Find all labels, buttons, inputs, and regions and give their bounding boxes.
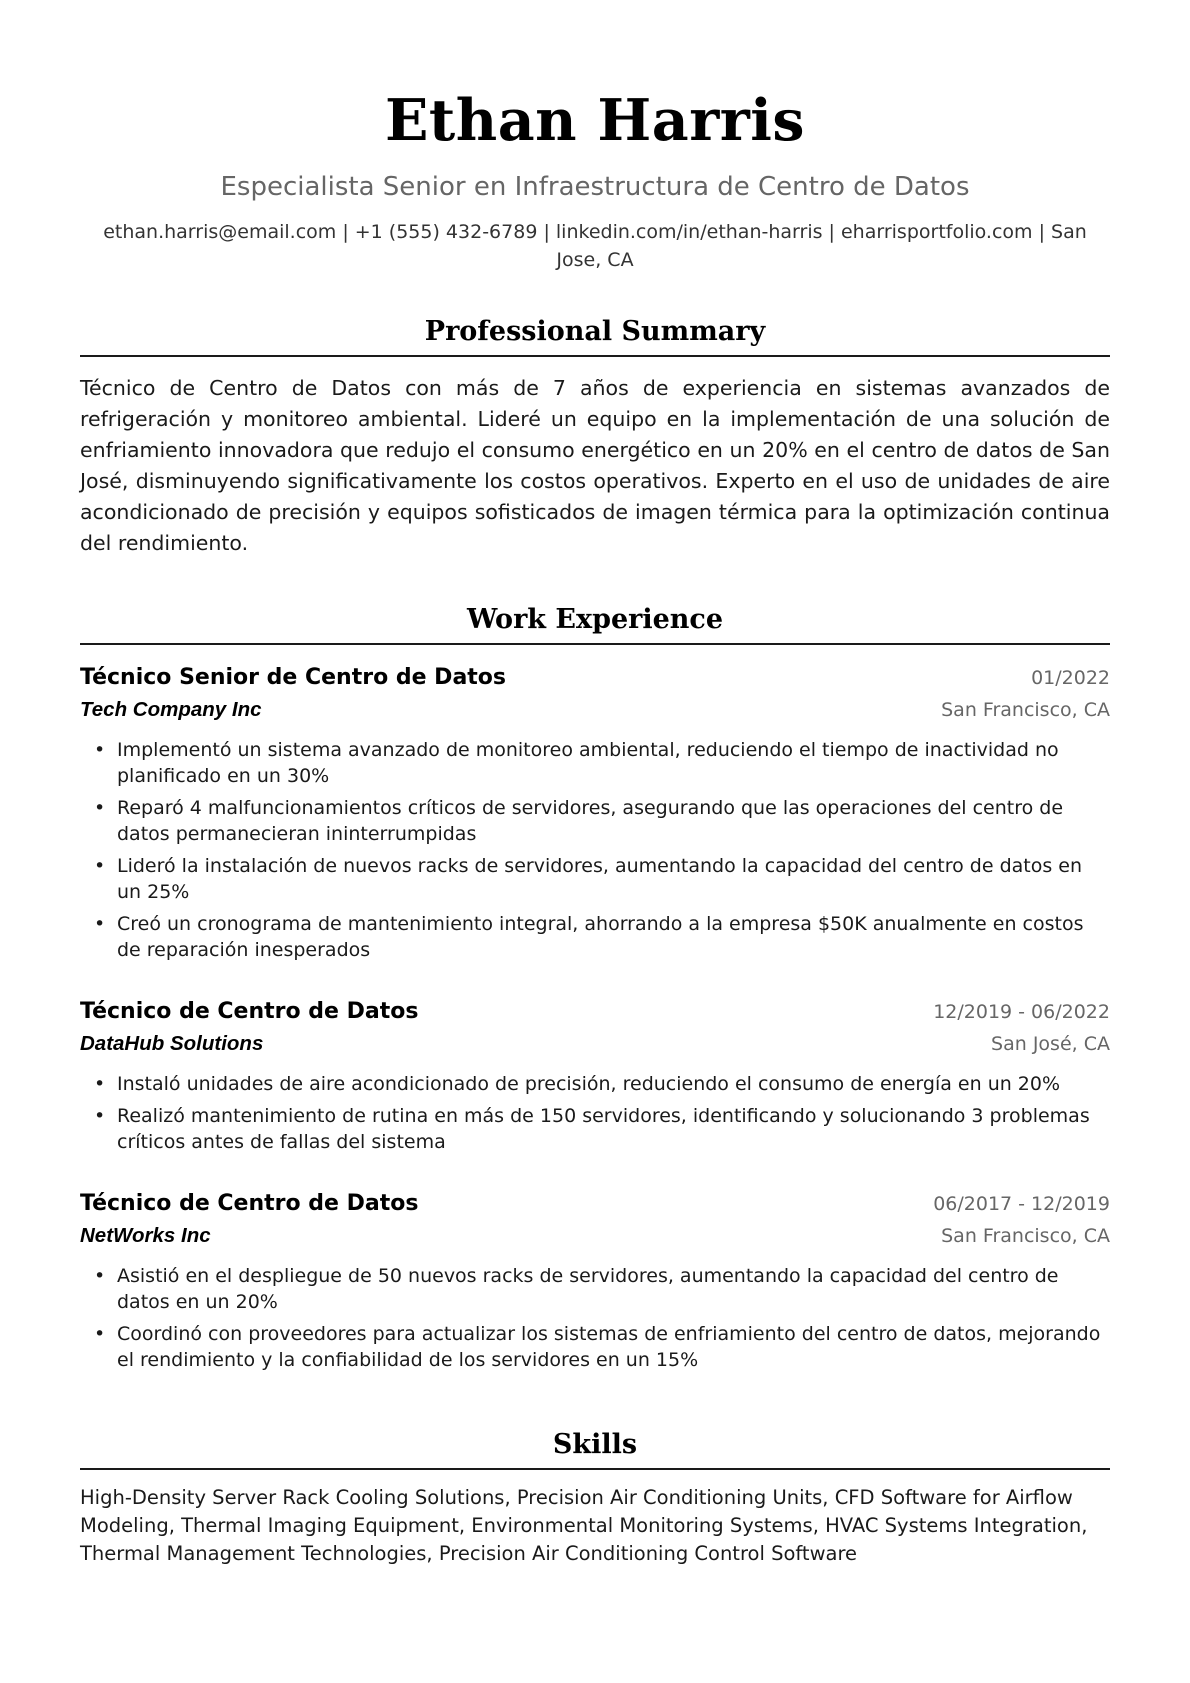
summary-heading: Professional Summary xyxy=(80,314,1110,357)
summary-section xyxy=(80,314,1110,559)
bullet-item: • Reparó 4 malfuncionamientos críticos de servidores, asegurando que las operaciones del centro de datos permanecieran ininterrumpidas xyxy=(94,797,1064,845)
contact-line: ethan.harris@email.com | +1 (555) 432-6789 | linkedin.com/in/ethan-harris | eharrisportfolio.com | San Jose, CA xyxy=(103,221,1087,271)
bullet-dot: • xyxy=(94,1265,106,1287)
skills-heading: Skills xyxy=(80,1427,1110,1470)
job-location: San José, CA xyxy=(991,1033,1110,1055)
summary-text: Técnico de Centro de Datos con más de 7 años de experiencia en sistemas avanzados de refrigeración y monitoreo ambiental. Lideré un equipo en la implementación de una solución de enfriamiento innovadora que redujo el consumo energético en un 20% en el centro de datos de San José, disminuyendo significativamente los costos operativos. Experto en el uso de unidades de aire acondicionado de precisión y equipos sofisticados de imagen térmica para la optimización continua del rendimiento. xyxy=(80,376,1110,555)
job-title: Técnico Senior de Centro de Datos xyxy=(80,665,507,690)
candidate-name: Ethan Harris xyxy=(384,87,806,154)
company-name: NetWorks Inc xyxy=(80,1224,211,1247)
company-name: Tech Company Inc xyxy=(80,698,262,721)
job-entry xyxy=(80,663,1110,963)
bullet-item: • Lideró la instalación de nuevos racks de servidores, aumentando la capacidad del centro de datos en un 25% xyxy=(94,855,1083,903)
job-entry xyxy=(80,1189,1110,1373)
job-location: San Francisco, CA xyxy=(941,699,1110,721)
job-date: 01/2022 xyxy=(1031,667,1110,689)
bullet-dot: • xyxy=(94,855,106,877)
bullet-dot: • xyxy=(94,1105,106,1127)
job-title: Técnico de Centro de Datos xyxy=(80,999,419,1024)
bullet-dot: • xyxy=(94,797,106,819)
bullet-item: • Creó un cronograma de mantenimiento integral, ahorrando a la empresa $50K anualmente en costos de reparación inesperados xyxy=(94,913,1084,961)
job-location: San Francisco, CA xyxy=(941,1225,1110,1247)
job-entry xyxy=(80,997,1110,1155)
bullet-dot: • xyxy=(94,913,106,935)
candidate-headline: Especialista Senior en Infraestructura de Centro de Datos xyxy=(220,172,970,202)
work-experience-section xyxy=(80,602,1110,1373)
skills-section xyxy=(80,1427,1110,1568)
bullet-item: • Instaló unidades de aire acondicionado de precisión, reduciendo el consumo de energía en un 20% xyxy=(94,1073,1061,1095)
job-bullets xyxy=(80,737,1110,963)
bullet-dot: • xyxy=(94,1323,106,1345)
bullet-item: • Coordinó con proveedores para actualizar los sistemas de enfriamiento del centro de datos, mejorando el rendimiento y la confiabilidad de los servidores en un 15% xyxy=(94,1323,1101,1371)
work-experience-heading: Work Experience xyxy=(80,602,1110,645)
skills-text: High-Density Server Rack Cooling Solutions, Precision Air Conditioning Units, CFD Software for Airflow Modeling, Thermal Imaging Equipment, Environmental Monitoring Systems, HVAC Systems Integration, Thermal Management Technologies, Precision Air Conditioning Control Software xyxy=(80,1486,1088,1565)
bullet-item: • Asistió en el despliegue de 50 nuevos racks de servidores, aumentando la capacidad del centro de datos en un 20% xyxy=(94,1265,1059,1313)
job-title: Técnico de Centro de Datos xyxy=(80,1191,419,1216)
job-bullets xyxy=(80,1071,1110,1155)
bullet-dot: • xyxy=(94,1073,106,1095)
job-bullets xyxy=(80,1263,1110,1373)
bullet-dot: • xyxy=(94,739,106,761)
job-date: 12/2019 - 06/2022 xyxy=(933,1001,1110,1023)
bullet-item: • Implementó un sistema avanzado de monitoreo ambiental, reduciendo el tiempo de inactividad no planificado en un 30% xyxy=(94,739,1059,787)
job-date: 06/2017 - 12/2019 xyxy=(933,1193,1110,1215)
company-name: DataHub Solutions xyxy=(80,1032,264,1055)
bullet-item: • Realizó mantenimiento de rutina en más de 150 servidores, identificando y solucionando 3 problemas críticos antes de fallas del sistema xyxy=(94,1105,1090,1153)
